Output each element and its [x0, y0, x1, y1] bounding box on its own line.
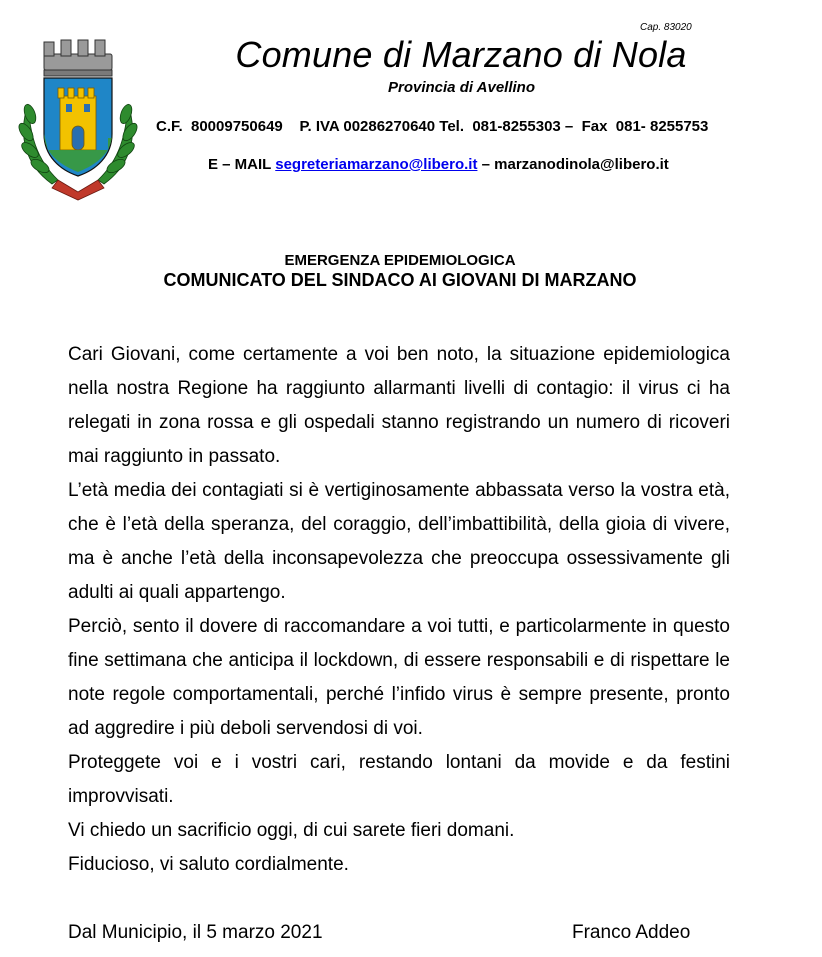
body-paragraph: Vi chiedo un sacrificio oggi, di cui sarete fieri domani.	[68, 820, 515, 841]
fiscal-contact-line: C.F. 80009750649 P. IVA 00286270640 Tel. 081-8255303 – Fax 081- 8255753	[156, 118, 709, 135]
notice-body	[68, 338, 730, 882]
signature-name: Franco Addeo	[572, 922, 691, 943]
email-prefix: E – MAIL	[208, 156, 276, 173]
notice-kicker: EMERGENZA EPIDEMIOLOGICA	[284, 252, 516, 269]
email-separator: –	[477, 156, 495, 173]
province-label: Provincia di Avellino	[388, 79, 535, 96]
email-link-primary[interactable]: segreteriamarzano@libero.it	[275, 156, 478, 173]
email-secondary: marzanodinola@libero.it	[494, 156, 669, 173]
municipality-title: Comune di Marzano di Nola	[235, 34, 687, 75]
email-line	[208, 156, 669, 173]
body-paragraph: Perciò, sento il dovere di raccomandare a voi tutti, e particolarmente in questo fine settimana che anticipa il lockdown, di essere responsabili e di rispettare le note regole comportamentali, perché l’infido virus è sempre presente, pronto ad aggredire i più deboli servendosi di voi.	[68, 616, 730, 739]
body-paragraph: Proteggete voi e i vostri cari, restando lontani da movide e da festini improvvisati.	[68, 752, 730, 807]
signature-place-date: Dal Municipio, il 5 marzo 2021	[68, 922, 323, 943]
postal-code: Cap. 83020	[640, 22, 692, 33]
body-paragraph: Cari Giovani, come certamente a voi ben noto, la situazione epidemiologica nella nostra Regione ha raggiunto allarmanti livelli di contagio: il virus ci ha relegati in zona rossa e gli ospedali stanno registrando un numero di ricoveri mai raggiunto in passato.	[68, 344, 730, 467]
notice-heading: COMUNICATO DEL SINDACO AI GIOVANI DI MARZANO	[163, 270, 637, 290]
body-paragraph: Fiducioso, vi saluto cordialmente.	[68, 854, 349, 875]
body-paragraph: L’età media dei contagiati si è vertiginosamente abbassata verso la vostra età, che è l’età della speranza, del coraggio, dell’imbattibilità, della gioia di vivere, ma è anche l’età della inconsapevolezza che preoccupa ossessivamente gli adulti ai quali appartengo.	[68, 480, 730, 603]
